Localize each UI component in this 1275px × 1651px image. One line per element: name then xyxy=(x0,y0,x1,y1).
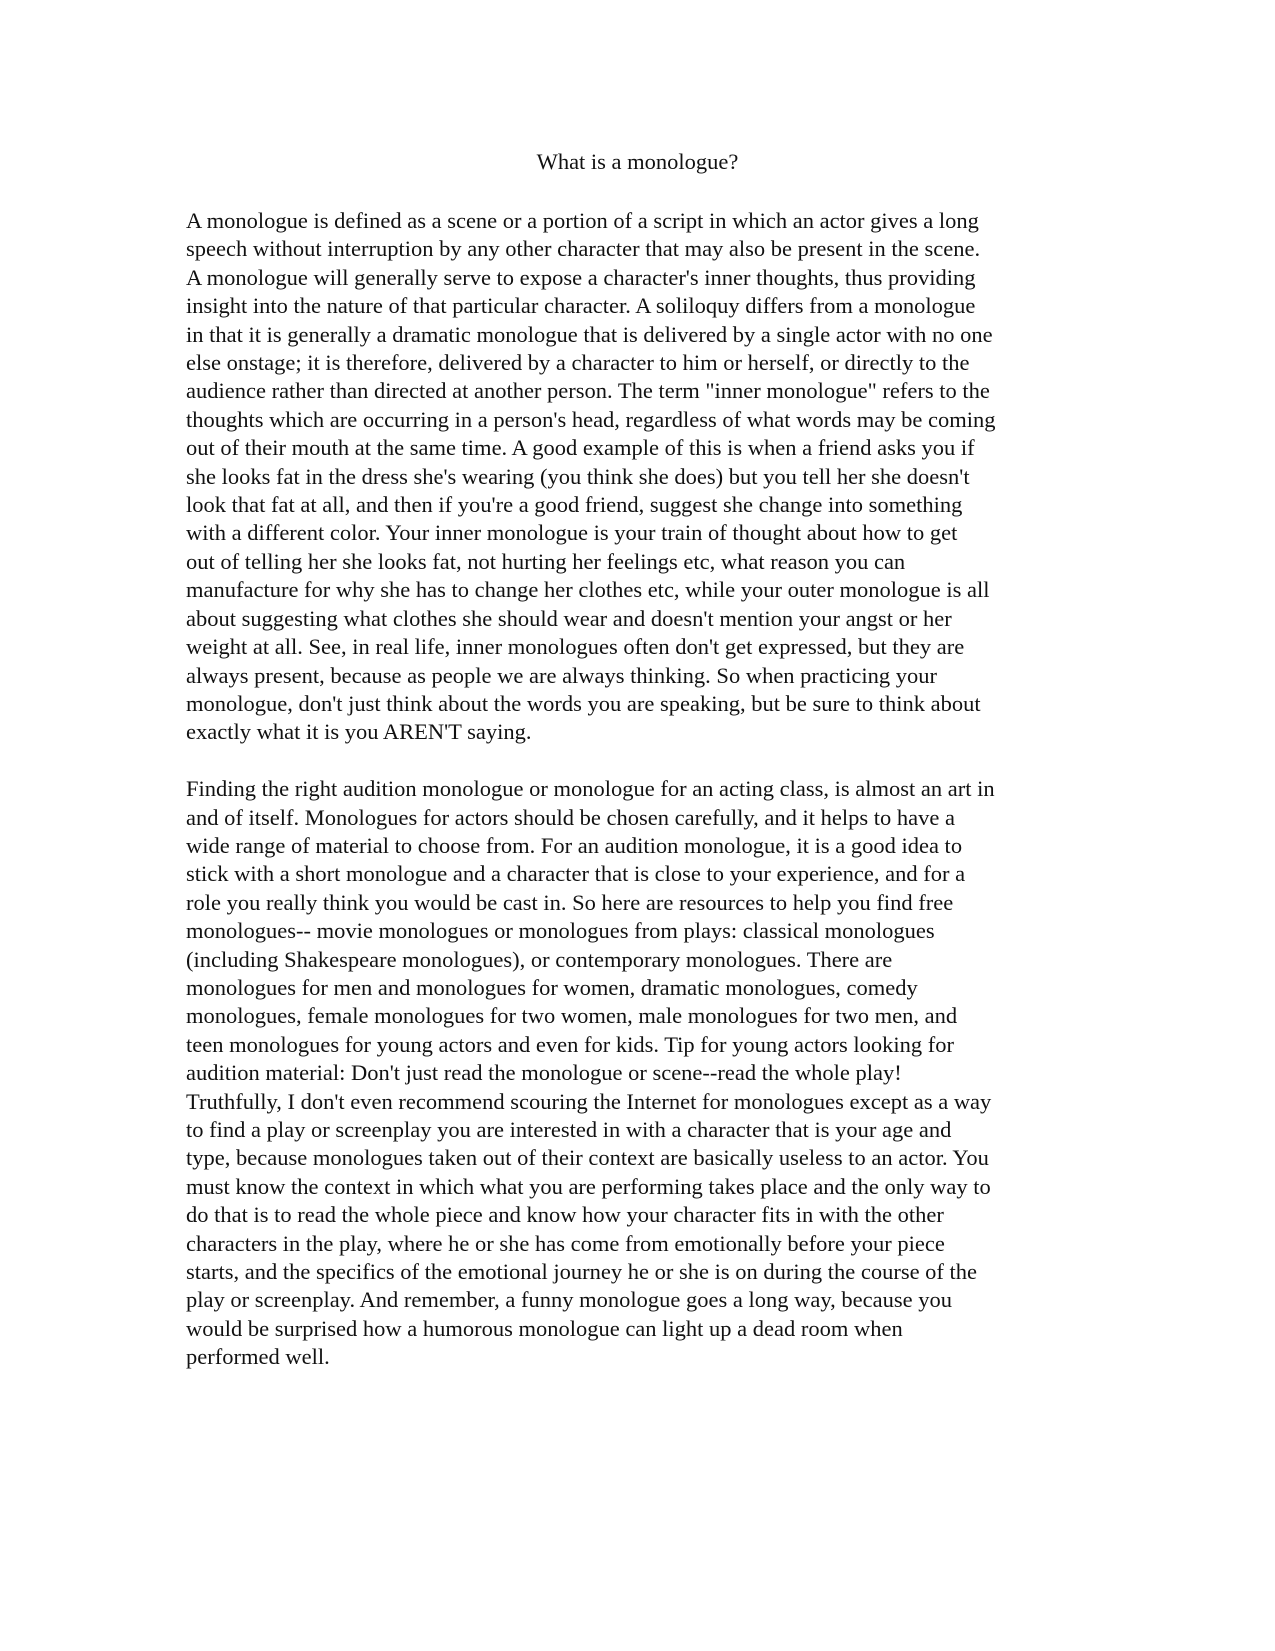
text-line: type, because monologues taken out of their context are basically useless to an actor. You xyxy=(186,1145,989,1171)
text-line: wide range of material to choose from. For an audition monologue, it is a good idea to xyxy=(186,832,963,858)
text-line: Finding the right audition monologue or monologue for an acting class, is almost an art in xyxy=(186,776,995,802)
text-line: out of telling her she looks fat, not hurting her feelings etc, what reason you can xyxy=(186,548,906,574)
text-line: manufacture for why she has to change her clothes etc, while your outer monologue is all xyxy=(186,577,990,603)
text-line: Truthfully, I don't even recommend scouring the Internet for monologues except as a way xyxy=(186,1088,992,1114)
text-line: monologue, don't just think about the words you are speaking, but be sure to think about xyxy=(186,690,981,716)
text-line: monologues, female monologues for two women, male monologues for two men, and xyxy=(186,1003,958,1029)
text-line: out of their mouth at the same time. A good example of this is when a friend asks you if xyxy=(186,435,975,461)
text-line: audience rather than directed at another person. The term "inner monologue" refers to the xyxy=(186,378,990,404)
text-line: look that fat at all, and then if you're a good friend, suggest she change into something xyxy=(186,492,963,518)
text-line: performed well. xyxy=(186,1344,330,1370)
page-title: What is a monologue? xyxy=(536,149,739,174)
text-line: speech without interruption by any other character that may also be present in the scene. xyxy=(186,236,981,262)
text-line: role you really think you would be cast in. So here are resources to help you find free xyxy=(186,889,954,915)
text-line: in that it is generally a dramatic monologue that is delivered by a single actor with no one xyxy=(186,321,993,347)
document-body xyxy=(186,207,1086,1372)
text-line: weight at all. See, in real life, inner monologues often don't get expressed, but they are xyxy=(186,634,965,660)
text-line: she looks fat in the dress she's wearing (you think she does) but you tell her she doesn't xyxy=(186,463,970,489)
text-line: teen monologues for young actors and even for kids. Tip for young actors looking for xyxy=(186,1031,954,1057)
text-line: to find a play or screenplay you are interested in with a character that is your age and xyxy=(186,1116,952,1142)
text-line: thoughts which are occurring in a person's head, regardless of what words may be coming xyxy=(186,406,996,432)
text-line: (including Shakespeare monologues), or contemporary monologues. There are xyxy=(186,946,893,972)
paragraph-2 xyxy=(186,775,1086,1372)
text-line: exactly what it is you AREN'T saying. xyxy=(186,719,532,745)
text-line: about suggesting what clothes she should wear and doesn't mention your angst or her xyxy=(186,605,952,631)
text-line: stick with a short monologue and a character that is close to your experience, and for a xyxy=(186,861,966,887)
text-line: and of itself. Monologues for actors should be chosen carefully, and it helps to have a xyxy=(186,804,955,830)
text-line: characters in the play, where he or she has come from emotionally before your piece xyxy=(186,1230,945,1256)
text-line: starts, and the specifics of the emotional journey he or she is on during the course of the xyxy=(186,1259,978,1285)
text-line: would be surprised how a humorous monologue can light up a dead room when xyxy=(186,1315,903,1341)
text-line: must know the context in which what you are performing takes place and the only way to xyxy=(186,1173,991,1199)
text-line: always present, because as people we are always thinking. So when practicing your xyxy=(186,662,938,688)
text-line: insight into the nature of that particular character. A soliloquy differs from a monologue xyxy=(186,293,976,319)
paragraph-1 xyxy=(186,207,1086,747)
text-line: A monologue will generally serve to expose a character's inner thoughts, thus providing xyxy=(186,264,976,290)
text-line: A monologue is defined as a scene or a portion of a script in which an actor gives a long xyxy=(186,208,979,233)
text-line: monologues for men and monologues for women, dramatic monologues, comedy xyxy=(186,974,918,1000)
text-line: play or screenplay. And remember, a funny monologue goes a long way, because you xyxy=(186,1287,952,1313)
text-line: monologues-- movie monologues or monologues from plays: classical monologues xyxy=(186,918,935,944)
text-line: with a different color. Your inner monologue is your train of thought about how to get xyxy=(186,520,958,546)
text-line: audition material: Don't just read the monologue or scene--read the whole play! xyxy=(186,1060,902,1086)
text-line: do that is to read the whole piece and know how your character fits in with the other xyxy=(186,1202,944,1228)
text-line: else onstage; it is therefore, delivered by a character to him or herself, or directly to the xyxy=(186,350,970,376)
